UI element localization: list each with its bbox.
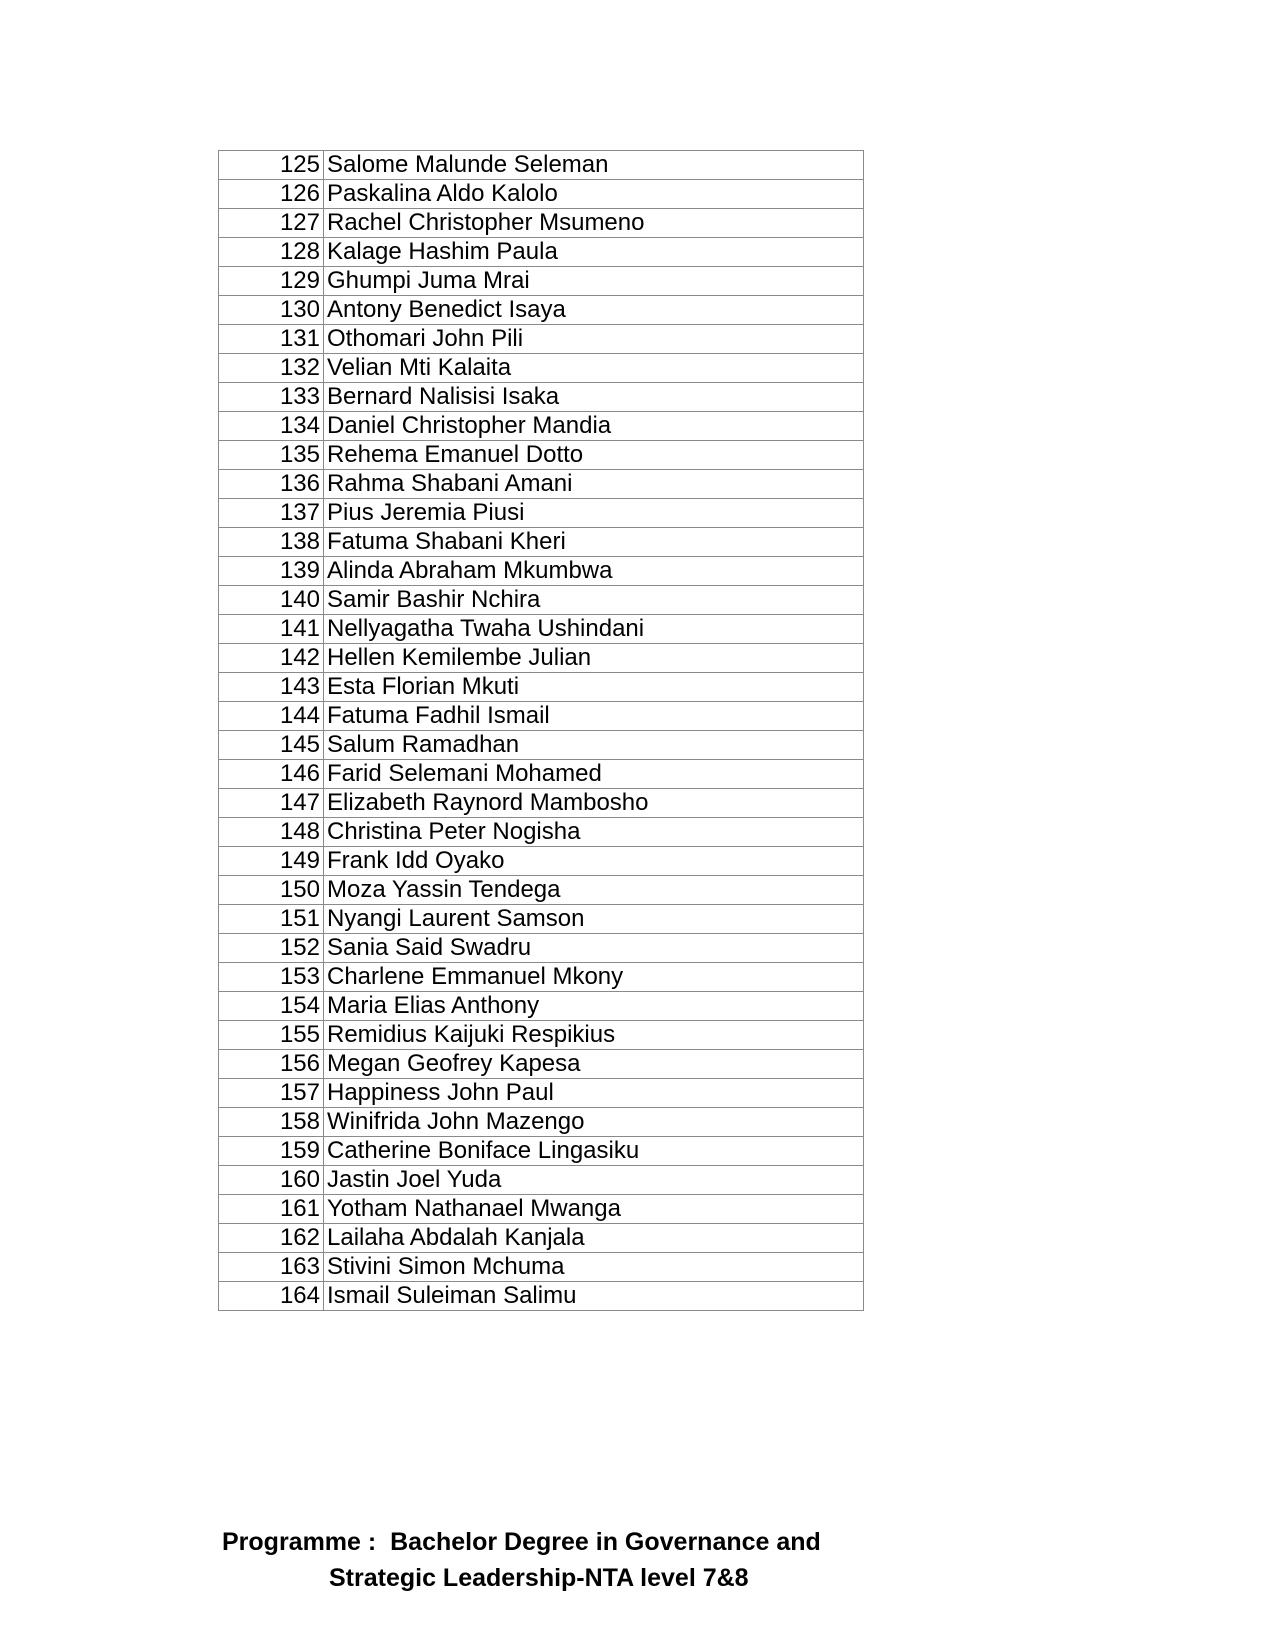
row-number-cell: 129 (219, 267, 324, 296)
student-name-cell: Hellen Kemilembe Julian (324, 644, 864, 673)
row-number-cell: 163 (219, 1253, 324, 1282)
row-number-cell: 148 (219, 818, 324, 847)
table-row (219, 1253, 864, 1282)
student-name-cell: Salome Malunde Seleman (324, 151, 864, 180)
row-number-cell: 145 (219, 731, 324, 760)
student-name-cell: Moza Yassin Tendega (324, 876, 864, 905)
row-number-cell: 157 (219, 1079, 324, 1108)
table-row (219, 1021, 864, 1050)
student-name-cell: Sania Said Swadru (324, 934, 864, 963)
student-list-body (219, 151, 864, 1311)
row-number-cell: 158 (219, 1108, 324, 1137)
programme-footer (222, 1524, 821, 1596)
table-row (219, 1137, 864, 1166)
row-number-cell: 161 (219, 1195, 324, 1224)
row-number-cell: 143 (219, 673, 324, 702)
row-number-cell: 131 (219, 325, 324, 354)
table-row (219, 789, 864, 818)
student-name-cell: Happiness John Paul (324, 1079, 864, 1108)
student-name-cell: Rachel Christopher Msumeno (324, 209, 864, 238)
table-row (219, 876, 864, 905)
table-row (219, 1108, 864, 1137)
row-number-cell: 162 (219, 1224, 324, 1253)
row-number-cell: 159 (219, 1137, 324, 1166)
table-row (219, 296, 864, 325)
student-name-cell: Rahma Shabani Amani (324, 470, 864, 499)
table-row (219, 354, 864, 383)
table-row (219, 499, 864, 528)
student-name-cell: Nellyagatha Twaha Ushindani (324, 615, 864, 644)
programme-label: Programme : (222, 1528, 377, 1556)
table-row (219, 1050, 864, 1079)
table-row (219, 1166, 864, 1195)
student-name-cell: Jastin Joel Yuda (324, 1166, 864, 1195)
student-name-cell: Elizabeth Raynord Mambosho (324, 789, 864, 818)
student-name-cell: Remidius Kaijuki Respikius (324, 1021, 864, 1050)
student-name-cell: Fatuma Fadhil Ismail (324, 702, 864, 731)
row-number-cell: 151 (219, 905, 324, 934)
student-name-cell: Christina Peter Nogisha (324, 818, 864, 847)
row-number-cell: 134 (219, 412, 324, 441)
student-name-cell: Samir Bashir Nchira (324, 586, 864, 615)
row-number-cell: 135 (219, 441, 324, 470)
table-row (219, 557, 864, 586)
table-row (219, 1079, 864, 1108)
table-row (219, 760, 864, 789)
table-row (219, 151, 864, 180)
row-number-cell: 136 (219, 470, 324, 499)
table-row (219, 644, 864, 673)
student-name-cell: Ismail Suleiman Salimu (324, 1282, 864, 1311)
programme-title-part2: Strategic Leadership-NTA level 7&8 (329, 1564, 749, 1592)
table-row (219, 528, 864, 557)
table-row (219, 180, 864, 209)
programme-line-1 (222, 1524, 821, 1560)
student-name-cell: Maria Elias Anthony (324, 992, 864, 1021)
table-row (219, 1195, 864, 1224)
table-row (219, 1282, 864, 1311)
student-name-cell: Yotham Nathanael Mwanga (324, 1195, 864, 1224)
student-name-cell: Farid Selemani Mohamed (324, 760, 864, 789)
table-row (219, 731, 864, 760)
student-name-cell: Rehema Emanuel Dotto (324, 441, 864, 470)
student-name-cell: Velian Mti Kalaita (324, 354, 864, 383)
row-number-cell: 156 (219, 1050, 324, 1079)
row-number-cell: 142 (219, 644, 324, 673)
student-name-cell: Pius Jeremia Piusi (324, 499, 864, 528)
student-name-cell: Daniel Christopher Mandia (324, 412, 864, 441)
table-row (219, 441, 864, 470)
table-row (219, 412, 864, 441)
table-row (219, 673, 864, 702)
table-row (219, 615, 864, 644)
student-name-cell: Winifrida John Mazengo (324, 1108, 864, 1137)
table-row (219, 470, 864, 499)
student-name-cell: Kalage Hashim Paula (324, 238, 864, 267)
row-number-cell: 152 (219, 934, 324, 963)
row-number-cell: 154 (219, 992, 324, 1021)
student-name-cell: Stivini Simon Mchuma (324, 1253, 864, 1282)
row-number-cell: 130 (219, 296, 324, 325)
student-name-cell: Ghumpi Juma Mrai (324, 267, 864, 296)
row-number-cell: 139 (219, 557, 324, 586)
row-number-cell: 153 (219, 963, 324, 992)
table-row (219, 702, 864, 731)
programme-line-2 (222, 1560, 821, 1596)
table-row (219, 1224, 864, 1253)
row-number-cell: 149 (219, 847, 324, 876)
student-name-cell: Othomari John Pili (324, 325, 864, 354)
row-number-cell: 128 (219, 238, 324, 267)
row-number-cell: 133 (219, 383, 324, 412)
row-number-cell: 144 (219, 702, 324, 731)
table-row (219, 934, 864, 963)
row-number-cell: 150 (219, 876, 324, 905)
student-name-cell: Frank Idd Oyako (324, 847, 864, 876)
student-name-cell: Antony Benedict Isaya (324, 296, 864, 325)
row-number-cell: 137 (219, 499, 324, 528)
student-name-cell: Charlene Emmanuel Mkony (324, 963, 864, 992)
table-row (219, 992, 864, 1021)
student-name-cell: Paskalina Aldo Kalolo (324, 180, 864, 209)
student-name-cell: Bernard Nalisisi Isaka (324, 383, 864, 412)
student-name-cell: Esta Florian Mkuti (324, 673, 864, 702)
student-name-cell: Salum Ramadhan (324, 731, 864, 760)
table-row (219, 383, 864, 412)
row-number-cell: 146 (219, 760, 324, 789)
student-name-cell: Catherine Boniface Lingasiku (324, 1137, 864, 1166)
row-number-cell: 140 (219, 586, 324, 615)
programme-title-part1: Bachelor Degree in Governance and (390, 1528, 821, 1556)
row-number-cell: 147 (219, 789, 324, 818)
student-name-cell: Nyangi Laurent Samson (324, 905, 864, 934)
table-row (219, 818, 864, 847)
table-row (219, 325, 864, 354)
row-number-cell: 141 (219, 615, 324, 644)
row-number-cell: 160 (219, 1166, 324, 1195)
student-name-cell: Megan Geofrey Kapesa (324, 1050, 864, 1079)
table-row (219, 905, 864, 934)
table-row (219, 586, 864, 615)
row-number-cell: 125 (219, 151, 324, 180)
table-row (219, 267, 864, 296)
table-row (219, 209, 864, 238)
student-name-cell: Alinda Abraham Mkumbwa (324, 557, 864, 586)
row-number-cell: 138 (219, 528, 324, 557)
table-row (219, 238, 864, 267)
row-number-cell: 132 (219, 354, 324, 383)
table-row (219, 847, 864, 876)
student-name-cell: Fatuma Shabani Kheri (324, 528, 864, 557)
row-number-cell: 155 (219, 1021, 324, 1050)
row-number-cell: 164 (219, 1282, 324, 1311)
row-number-cell: 126 (219, 180, 324, 209)
student-name-cell: Lailaha Abdalah Kanjala (324, 1224, 864, 1253)
row-number-cell: 127 (219, 209, 324, 238)
student-list-table (218, 150, 864, 1311)
table-row (219, 963, 864, 992)
